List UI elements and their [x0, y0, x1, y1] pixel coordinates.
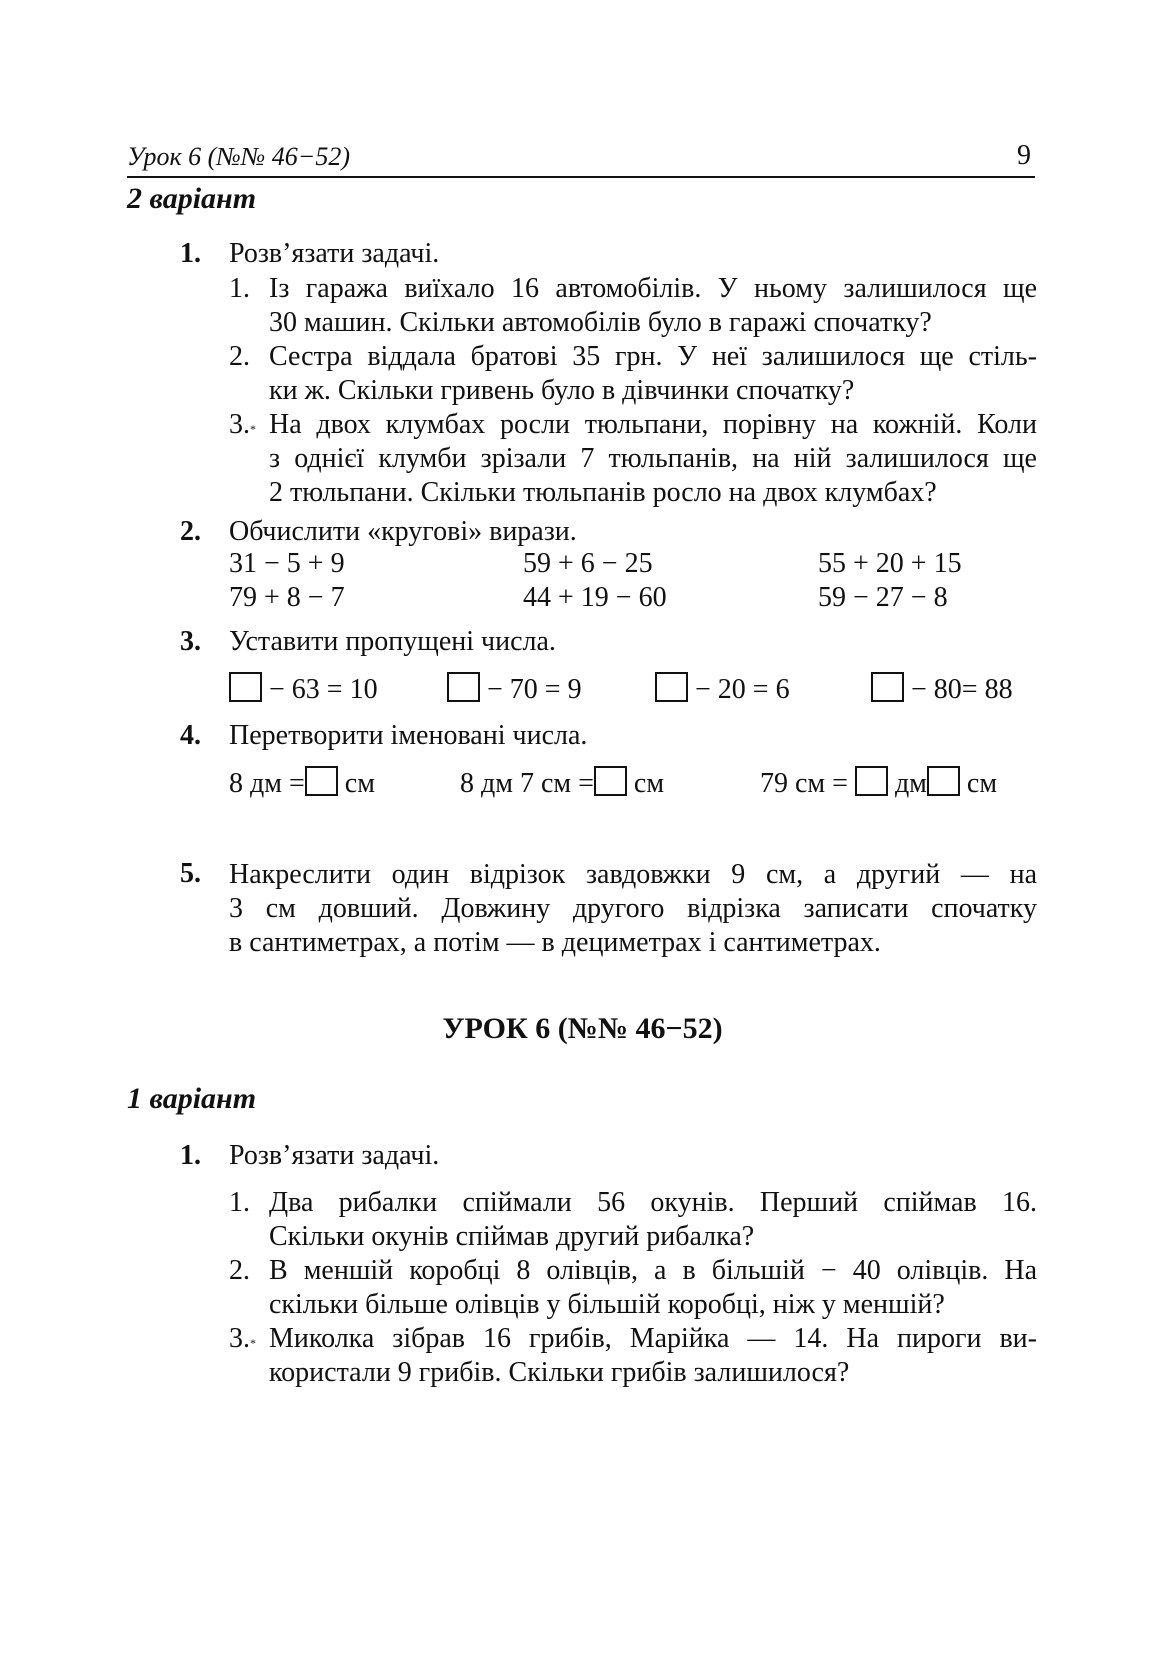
variant-1-title: 1 варіант: [127, 1082, 257, 1115]
item-line: скільки більше олівців у більшій коробці, ніж у меншій?: [269, 1289, 945, 1320]
text-line: Накреслити один відрізок завдовжки 9 см, а другий — на: [229, 859, 1037, 890]
item-line: Два рибалки спіймали 56 окунів. Перший спіймав 16.: [269, 1187, 1037, 1218]
text-line: в сантиметрах, а потім — в дециметрах і сантиметрах.: [229, 927, 881, 958]
item-line: 30 машин. Скільки автомобілів було в гаражі спочатку?: [269, 307, 932, 338]
page-number: 9: [1017, 140, 1031, 171]
v2-task4-number: 4.: [180, 720, 201, 751]
unit-conversion: 8 дм 7 см = см: [460, 768, 665, 799]
v1-task1-item-2: [229, 1254, 1037, 1322]
item-number: 2.: [229, 341, 250, 372]
v1-task1-number: 1.: [180, 1140, 201, 1171]
v2-task1-item-2: [229, 340, 1037, 408]
answer-box[interactable]: [927, 766, 960, 796]
lesson-heading: УРОК 6 (№№ 46−52): [442, 1012, 723, 1045]
answer-box[interactable]: [655, 672, 688, 702]
answer-box[interactable]: [447, 672, 480, 702]
item-number: 3.*: [229, 409, 256, 440]
v2-task2-title: Обчислити «кругові» вирази.: [229, 516, 577, 547]
answer-box[interactable]: [305, 766, 338, 796]
item-line: користали 9 грибів. Скільки грибів залишилося?: [269, 1357, 850, 1388]
variant-2-title: 2 варіант: [127, 182, 257, 215]
v2-task5-number: 5.: [180, 858, 201, 889]
item-number: 2.: [229, 1255, 250, 1286]
v2-task1-title: Розв’язати задачі.: [229, 238, 440, 269]
item-line: Сестра віддала братові 35 грн. У неї залишилося ще стіль-: [269, 341, 1037, 372]
v2-task4-title: Перетворити іменовані числа.: [229, 720, 588, 751]
item-line: ки ж. Скільки гривень було в дівчинки спочатку?: [269, 375, 855, 406]
v1-task1-item-3: [229, 1322, 1037, 1390]
v2-task5-text: [229, 858, 1037, 960]
answer-box[interactable]: [594, 766, 627, 796]
item-line: 2 тюльпани. Скільки тюльпанів росло на двох клумбах?: [269, 477, 937, 508]
expression: 79 + 8 − 7: [229, 582, 345, 613]
v2-task1-number: 1.: [180, 238, 201, 269]
item-line: Із гаража виїхало 16 автомобілів. У ньому залишилося ще: [269, 273, 1037, 304]
item-line: Скільки окунів спіймав другий рибалка?: [269, 1221, 755, 1252]
text-line: 3 см довший. Довжину другого відрізка записати спочатку: [229, 893, 1037, 924]
v1-task1-title: Розв’язати задачі.: [229, 1140, 440, 1171]
missing-number-equation: − 20 = 6: [655, 672, 790, 706]
expression: 55 + 20 + 15: [818, 548, 962, 579]
expression: 59 + 6 − 25: [523, 548, 653, 579]
answer-box[interactable]: [871, 672, 904, 702]
missing-number-equation: − 70 = 9: [447, 672, 582, 706]
answer-box[interactable]: [855, 766, 888, 796]
item-line: В меншій коробці 8 олівців, а в більшій − 40 олівців. На: [269, 1255, 1037, 1286]
v2-task3-number: 3.: [180, 626, 201, 657]
item-number: 3.*: [229, 1323, 256, 1354]
item-line: з однієї клумби зрізали 7 тюльпанів, на ній залишилося ще: [269, 443, 1037, 474]
running-header: [127, 140, 1035, 178]
unit-conversion: 79 см = дм см: [760, 768, 998, 799]
expression: 59 − 27 − 8: [818, 582, 948, 613]
v2-task1-item-3: [229, 408, 1037, 510]
v2-task2-number: 2.: [180, 516, 201, 547]
item-line: Миколка зібрав 16 грибів, Марійка — 14. На пироги ви-: [269, 1323, 1037, 1354]
running-title: Урок 6 (№№ 46−52): [127, 142, 351, 171]
v2-task1-item-1: [229, 272, 1037, 340]
item-number: 1.: [229, 1187, 250, 1218]
v2-task3-title: Уставити пропущені числа.: [229, 626, 556, 657]
expression: 31 − 5 + 9: [229, 548, 345, 579]
item-line: На двох клумбах росли тюльпани, порівну на кожній. Коли: [269, 409, 1037, 440]
missing-number-equation: − 63 = 10: [229, 672, 378, 706]
v1-task1-item-1: [229, 1186, 1037, 1254]
item-number: 1.: [229, 273, 250, 304]
missing-number-equation: − 80= 88: [871, 672, 1013, 706]
answer-box[interactable]: [229, 672, 262, 702]
expression: 44 + 19 − 60: [523, 582, 667, 613]
unit-conversion: 8 дм = см: [229, 768, 375, 799]
